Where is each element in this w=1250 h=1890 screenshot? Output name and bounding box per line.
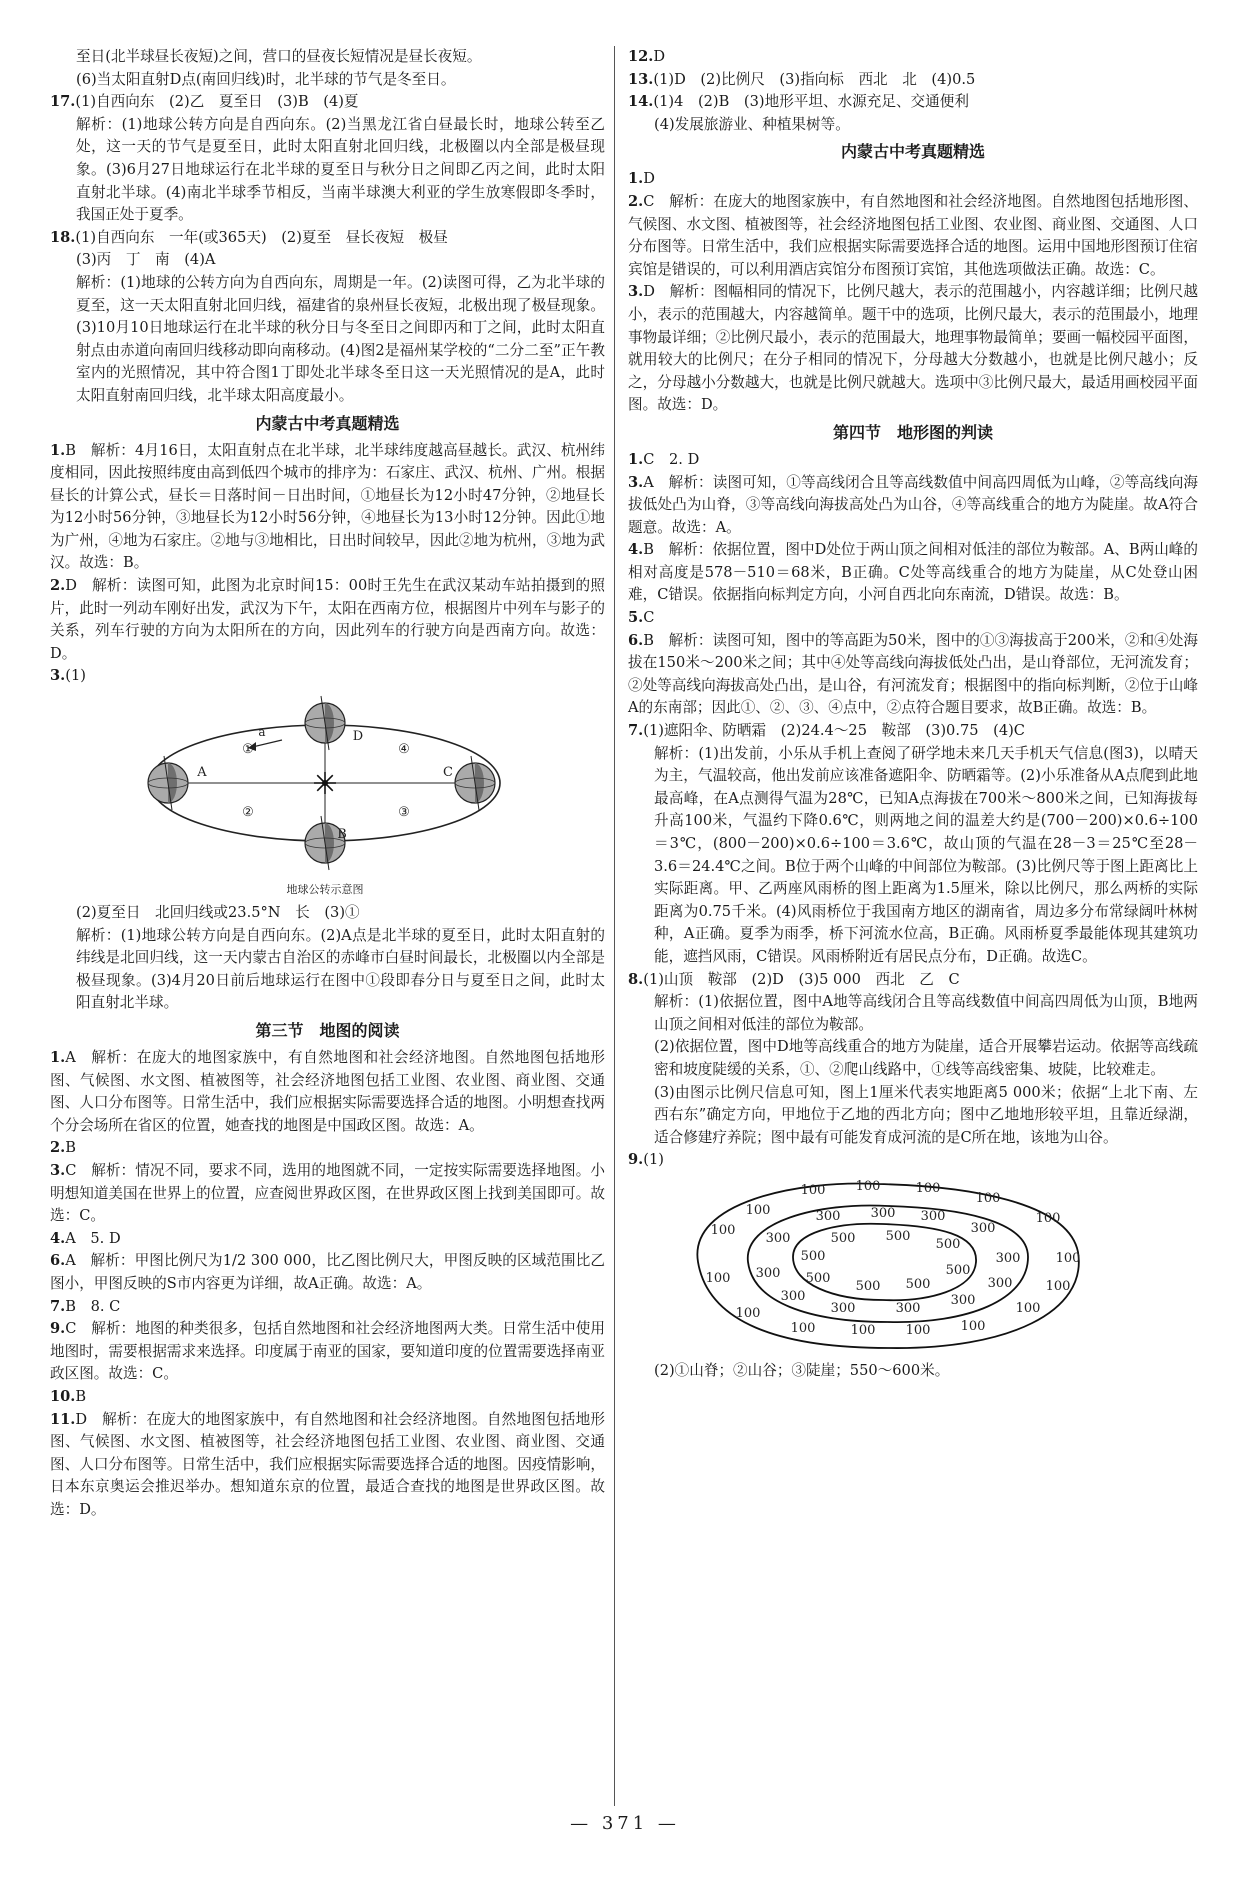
section-heading: 内蒙古中考真题精选 — [255, 413, 400, 433]
figure-caption: 地球公转示意图 — [286, 883, 364, 897]
item-text: B — [75, 1387, 87, 1405]
contour-label-100-15: 100 — [1045, 1278, 1071, 1294]
contour-map-figure — [628, 1172, 1198, 1360]
item-text: (1)山顶 鞍部 (2)D (3)5 000 西北 乙 C — [643, 970, 960, 988]
item-number: 3. — [628, 283, 644, 301]
item-number: 2. — [50, 1139, 66, 1157]
contour-label-300-2: 300 — [870, 1205, 896, 1221]
item-text: (1)遮阳伞、防晒霜 (2)24.4～25 鞍部 (3)0.75 (4)C — [643, 722, 1025, 740]
contour-label-500-3: 500 — [935, 1236, 961, 1252]
item-text: (1) — [65, 667, 86, 685]
answer-item — [628, 720, 1198, 743]
contour-label-100-5: 100 — [975, 1190, 1001, 1206]
item-number: 2. — [628, 192, 644, 210]
section-heading: 第四节 地形图的判读 — [832, 422, 993, 442]
item-number: 10. — [50, 1387, 76, 1405]
earth-orbit-diagram — [50, 688, 605, 902]
item-number: 7. — [50, 1297, 66, 1315]
item-number: 18. — [50, 228, 76, 246]
contour-label-300-6: 300 — [755, 1265, 781, 1281]
item-text: 解析：(1)出发前，小乐从手机上查阅了研学地未来几天手机天气信息(图3)，以晴天为主，气温较高，他出发前应该准备遮阳伞、防晒霜等。(2)小乐准备从A点爬到此地最高峰，在A点测得气温为28℃，已知A点海拔在700米～800米之间，已知海拔每升高100米，气温约下降0.6℃，则两地之间的温差大约是(700－200)×0.6÷100＝3℃，(800－200)×0.6÷100＝3.6℃，故山顶的气温在28－3＝25℃至28－3.6＝24.4℃之间。B位于两个山峰的中间部位为鞍部。(3)比例尺等于图上距离比上实际距离。甲、乙两座风雨桥的图上距离为1.5厘米，除以比例尺，那么两桥的实际距离为0.75千米。(4)风雨桥位于我国南方地区的湖南省，周边多分布常绿阔叶林树种，A正确。夏季为雨季，桥下河流水位高，B正确。风雨桥夏季最能体现其建筑功能，遮挡风雨，C错误。风雨桥附近有居民点分布，D正确。故选C。 — [654, 744, 1198, 965]
segment-4-label: ④ — [398, 742, 410, 758]
item-text: D 解析：图幅相同的情况下，比例尺越大，表示的范围越小，内容越详细；比例尺越小，表示的范围越大，内容越简单。题干中的选项，比例尺最大，表示的范围最小，地理事物最详细；②比例尺最小，表示的范围最大，地理事物最简单；要画一幅校园平面图，就用较大的比例尺；在分子相同的情况下，分母越大分数越小，也就是比例尺越小；反之，分母越小分数越大，也就是比例尺就越大。选项中③比例尺最大，最适用画校园平面图。故选：D。 — [628, 283, 1198, 414]
right-column — [628, 46, 1198, 1383]
contour-label-500-6: 500 — [905, 1276, 931, 1292]
item-text: A 解析：在庞大的地图家族中，有自然地图和社会经济地图。自然地图包括地形图、气候图、水文图、植被图等，社会经济地图包括工业图、农业图、商业图、交通图、人口分布图等。日常生活中，我们应根据实际需要选择合适的地图。小明想查找两个分会场所在省区的位置，她查找的地图是中国政区图。故选：A。 — [50, 1049, 605, 1134]
column-divider — [614, 46, 615, 1806]
contour-label-500-0: 500 — [800, 1248, 826, 1264]
point-d-label: D — [352, 729, 364, 745]
item-text: B 解析：4月16日，太阳直射点在北半球，北半球纬度越高昼越长。武汉、杭州纬度相同，因此按照纬度由高到低四个城市的排序为：石家庄、武汉、杭州、广州。根据昼长的计算公式，昼长＝日落时间－日出时间，①地昼长为12小时47分钟，②地昼长为12小时56分钟，③地昼长为12小时56分钟，④地昼长为13小时12分钟。因此①地为广州，④地为石家庄。②地与③地相比，日出时间较早，因此②地为杭州，③地为武汉。故选：B。 — [50, 441, 605, 572]
earth-left-globe-icon — [148, 756, 188, 810]
item-number: 4. — [628, 541, 644, 559]
contour-label-300-4: 300 — [970, 1220, 996, 1236]
answer-text — [628, 1360, 1198, 1383]
contour-label-100-9: 100 — [735, 1305, 761, 1321]
item-text: C — [643, 609, 655, 627]
item-text: 解析：(1)地球的公转方向为自西向东，周期是一年。(2)读图可得，乙为北半球的夏至，这一天太阳直射北回归线，福建省的泉州昼长夜短，北极出现了极昼现象。(3)10月10日地球运行在北半球的秋分日与冬至日之间即丙和丁之间，此时太阳直射点由赤道向南回归线移动即向南移动。(4)图2是福州某学校的“二分二至”正午教室内的光照情况，其中符合图1丁即处北半球冬至日这一天光照情况的是A，此时太阳直射南回归线，北半球太阳高度最小。 — [76, 273, 605, 404]
answer-item — [50, 1137, 605, 1160]
contour-label-100-3: 100 — [855, 1178, 881, 1194]
point-c-label: C — [443, 765, 453, 781]
point-b-label: B — [337, 827, 347, 843]
answer-text — [50, 249, 605, 272]
answer-item — [628, 46, 1198, 69]
answer-item — [628, 168, 1198, 191]
item-number: 9. — [628, 1151, 644, 1169]
item-text: 解析：(1)地球公转方向是自西向东。(2)当黑龙江省白昼最长时，地球公转至乙处，这一天的节气是夏至日，此时太阳直射北回归线，北极圈以内全部是极昼现象。(3)6月27日地球运行在北半球的夏至日与秋分日之间即乙丙之间，此时太阳直射北半球。(4)南北半球季节相反，当南半球澳大利亚的学生放寒假即冬季时，我国正处于夏季。 — [76, 115, 605, 224]
answer-item — [50, 1228, 605, 1251]
answer-item — [628, 969, 1198, 992]
left-column — [50, 46, 605, 1521]
contour-label-500-5: 500 — [855, 1278, 881, 1294]
answer-item — [50, 1318, 605, 1386]
segment-1-label: ① — [242, 742, 254, 758]
answer-item — [628, 539, 1198, 607]
item-number: 6. — [50, 1252, 66, 1270]
item-text: (6)当太阳直射D点(南回归线)时，北半球的节气是冬至日。 — [76, 70, 456, 88]
answer-text — [628, 114, 1198, 137]
contour-label-100-11: 100 — [850, 1322, 876, 1338]
answer-item — [628, 472, 1198, 540]
contour-label-100-4: 100 — [915, 1180, 941, 1196]
item-number: 4. — [50, 1229, 66, 1247]
item-number: 1. — [50, 1049, 66, 1066]
contour-label-500-4: 500 — [805, 1270, 831, 1286]
item-number: 3. — [50, 667, 66, 685]
answer-item — [628, 191, 1198, 281]
section-heading: 内蒙古中考真题精选 — [840, 142, 985, 162]
item-text: (1) — [643, 1151, 664, 1169]
answer-item — [50, 1296, 605, 1319]
contour-label-100-0: 100 — [710, 1222, 736, 1238]
item-number: 3. — [628, 473, 644, 491]
contour-label-100-8: 100 — [705, 1270, 731, 1286]
contour-map-diagram — [628, 1172, 1198, 1360]
item-number: 1. — [628, 450, 644, 468]
answer-text — [50, 902, 605, 925]
segment-3-label: ③ — [398, 805, 410, 821]
item-text: A 解析：甲图比例尺为1/2 300 000，比乙图比例尺大，甲图反映的区域范围比乙图小，甲图反映的S市内容更为详细，故A正确。故选：A。 — [50, 1252, 605, 1292]
item-number: 11. — [50, 1410, 76, 1428]
item-text: (1)D (2)比例尺 (3)指向标 西北 北 (4)0.5 — [653, 70, 976, 88]
arrow-a-label: a — [258, 725, 266, 740]
item-text: B 解析：依据位置，图中D处位于两山顶之间相对低洼的部位为鞍部。A、B两山峰的相对高度是578－510＝68米，B正确。C处等高线重合的地方为陡崖，从C处登山困难，C错误。依据指向标判定方向，小河自西北向东南流，D错误。故选：B。 — [628, 541, 1198, 604]
item-text: (3)由图示比例尺信息可知，图上1厘米代表实地距离5 000米；依据“上北下南、左西右东”确定方向，甲地位于乙地的西北方向；图中乙地地形较平坦，且靠近绿湖，适合修建疗养院；图中最有可能发育成河流的是C所在地，该地为山谷。 — [654, 1083, 1198, 1146]
contour-label-300-0: 300 — [765, 1230, 791, 1246]
contour-label-100-14: 100 — [1015, 1300, 1041, 1316]
contour-label-500-1: 500 — [830, 1230, 856, 1246]
answer-text — [50, 46, 605, 69]
point-a-label: A — [197, 765, 207, 781]
answer-item — [50, 227, 605, 250]
item-text: B 解析：读图可知，图中的等高距为50米，图中的①③海拔高于200米，②和④处海拔在150米～200米之间；其中④处等高线向海拔低处凸出，是山脊部位，无河流发育；②处等高线向海拔高处凸出，是山谷，有河流发育；根据图中的指向标判断，②位于山峰A的东南部；因此①、②、③、④点中，②点符合题目要求，故B正确。故选：B。 — [628, 631, 1198, 717]
earth-orbit-figure — [50, 688, 605, 902]
answer-item — [50, 1250, 605, 1295]
item-number: 7. — [628, 722, 644, 740]
item-text: B 8. C — [65, 1297, 121, 1315]
item-number: 5. — [628, 609, 644, 627]
answer-item — [50, 665, 605, 688]
section-heading: 第三节 地图的阅读 — [255, 1021, 400, 1040]
contour-label-100-12: 100 — [905, 1322, 931, 1338]
item-number: 17. — [50, 93, 76, 111]
item-text: D — [653, 48, 666, 65]
item-text: C 解析：地图的种类很多，包括自然地图和社会经济地图两大类。日常生活中使用地图时，需要根据需求来选择。印度属于南亚的国家，要知道印度的位置需要选择南亚政区图。故选：C。 — [50, 1320, 605, 1383]
item-text: B — [65, 1139, 76, 1157]
answer-text — [50, 69, 605, 92]
item-number: 13. — [628, 70, 654, 88]
item-number: 6. — [628, 631, 644, 649]
item-text: (1)自西向东 (2)乙 夏至日 (3)B (4)夏 — [75, 93, 359, 111]
page-number: — 371 — — [570, 1813, 680, 1834]
item-text: C 2. D — [643, 450, 700, 468]
answer-item — [50, 1386, 605, 1409]
item-text: C 解析：在庞大的地图家族中，有自然地图和社会经济地图。自然地图包括地形图、气候图、水文图、植被图等，社会经济地图包括工业图、农业图、商业图、交通图、人口分布图等。日常生活中，我们应根据实际需要选择合适的地图。运用中国地形图预订住宿宾馆是错误的，可以利用酒店宾馆分布图预订宾馆，其他选项做法正确。故选：C。 — [628, 192, 1198, 278]
item-text: (1)4 (2)B (3)地形平坦、水源充足、交通便利 — [653, 93, 969, 111]
contour-label-100-7: 100 — [1055, 1250, 1081, 1266]
contour-label-300-1: 300 — [815, 1208, 841, 1224]
contour-label-100-1: 100 — [745, 1202, 771, 1218]
answer-text — [50, 925, 605, 1015]
item-text: D 解析：读图可知，此图为北京时间15：00时王先生在武汉某动车站拍摄到的照片，此时一列动车刚好出发，武汉为下午，太阳在西南方位，根据图片中列车与影子的关系，列车行驶的方向为太阳所在的方向，因此列车的行驶方向是西南方向。故选：D。 — [50, 577, 605, 662]
answer-item — [628, 69, 1198, 92]
item-text: (2)夏至日 北回归线或23.5°N 长 (3)① — [76, 904, 360, 922]
answer-text — [628, 991, 1198, 1036]
item-number: 3. — [50, 1161, 66, 1179]
item-text: 解析：(1)依据位置，图中A地等高线闭合且等高线数值中间高四周低为山顶，B地两山顶之间相对低洼的部位为鞍部。 — [654, 993, 1198, 1033]
answer-item — [50, 440, 605, 576]
item-text: (3)丙 丁 南 (4)A — [76, 251, 216, 269]
item-text: (2)依据位置，图中D地等高线重合的地方为陡崖，适合开展攀岩运动。依据等高线疏密和坡度陡缓的关系，①、②爬山线路中，①线等高线密集、坡陡，比较难走。 — [654, 1038, 1198, 1078]
item-text: 至日(北半球昼长夜短)之间，营口的昼夜长短情况是昼长夜短。 — [76, 48, 482, 65]
answer-item — [50, 575, 605, 665]
answer-item — [628, 1149, 1198, 1172]
contour-label-300-8: 300 — [830, 1300, 856, 1316]
item-text: D — [643, 170, 655, 188]
contour-label-500-2: 500 — [885, 1228, 911, 1244]
answer-item — [628, 449, 1198, 472]
segment-2-label: ② — [242, 805, 254, 821]
contour-label-500-7: 500 — [945, 1262, 971, 1278]
item-number: 9. — [50, 1320, 66, 1338]
item-text: A 解析：读图可知，①等高线闭合且等高线数值中间高四周低为山峰，②等高线向海拔低处凸为山脊，③等高线向海拔高处凸为山谷，④等高线重合的地方为陡崖。故A符合题意。故选：A。 — [628, 473, 1198, 536]
item-number: 1. — [628, 170, 644, 188]
answer-text — [628, 743, 1198, 969]
contour-label-100-2: 100 — [800, 1182, 826, 1198]
answer-item — [50, 1160, 605, 1228]
contour-label-300-7: 300 — [780, 1288, 806, 1304]
answer-item — [628, 91, 1198, 114]
earth-top-globe-icon — [305, 696, 345, 750]
sun-icon — [314, 772, 336, 794]
item-text: (1)自西向东 一年(或365天) (2)夏至 昼长夜短 极昼 — [75, 228, 448, 246]
answer-item — [50, 1409, 605, 1522]
item-text: D 解析：在庞大的地图家族中，有自然地图和社会经济地图。自然地图包括地形图、气候图、水文图、植被图等，社会经济地图包括工业图、农业图、商业图、交通图、人口分布图等。日常生活中，我们应根据实际需要选择合适的地图。因疫情影响，日本东京奥运会推迟举办。想知道东京的位置，最适合查找的地图是世界政区图。故选：D。 — [50, 1410, 605, 1518]
item-text: 解析：(1)地球公转方向是自西向东。(2)A点是北半球的夏至日，此时太阳直射的纬线是北回归线，这一天内蒙古自治区的赤峰市白昼时间最长，北极圈以内全部是极昼现象。(3)4月20日前后地球运行在图中①段即春分日与夏至日之间，此时太阳直射北半球。 — [76, 926, 605, 1012]
item-number: 14. — [628, 93, 654, 111]
contour-label-300-9: 300 — [895, 1300, 921, 1316]
earth-bottom-globe-icon — [305, 816, 345, 870]
contour-label-100-10: 100 — [790, 1320, 816, 1336]
answer-text — [628, 1036, 1198, 1081]
answer-text — [628, 1082, 1198, 1150]
earth-right-globe-icon — [455, 756, 495, 810]
item-text: (2)①山脊；②山谷；③陡崖；550～600米。 — [654, 1361, 950, 1379]
contour-label-300-5: 300 — [995, 1250, 1021, 1266]
answer-item — [50, 91, 605, 114]
answer-text — [50, 114, 605, 227]
item-text: A 5. D — [65, 1229, 121, 1247]
answer-text — [50, 272, 605, 408]
item-number: 12. — [628, 48, 654, 65]
answer-item — [628, 281, 1198, 417]
contour-label-100-13: 100 — [960, 1318, 986, 1334]
item-number: 8. — [628, 970, 644, 988]
contour-label-100-6: 100 — [1035, 1210, 1061, 1226]
item-text: (4)发展旅游业、种植果树等。 — [654, 115, 850, 133]
contour-label-300-11: 300 — [987, 1275, 1013, 1291]
item-number: 2. — [50, 577, 66, 595]
item-text: C 解析：情况不同，要求不同，选用的地图就不同，一定按实际需要选择地图。小明想知道美国在世界上的位置，应查阅世界政区图，在世界政区图上找到美国即可。故选：C。 — [50, 1161, 605, 1225]
contour-label-300-3: 300 — [920, 1208, 946, 1224]
answer-item — [628, 607, 1198, 630]
answer-item — [50, 1047, 605, 1137]
contour-label-300-10: 300 — [950, 1292, 976, 1308]
item-number: 1. — [50, 441, 66, 459]
answer-item — [628, 630, 1198, 720]
